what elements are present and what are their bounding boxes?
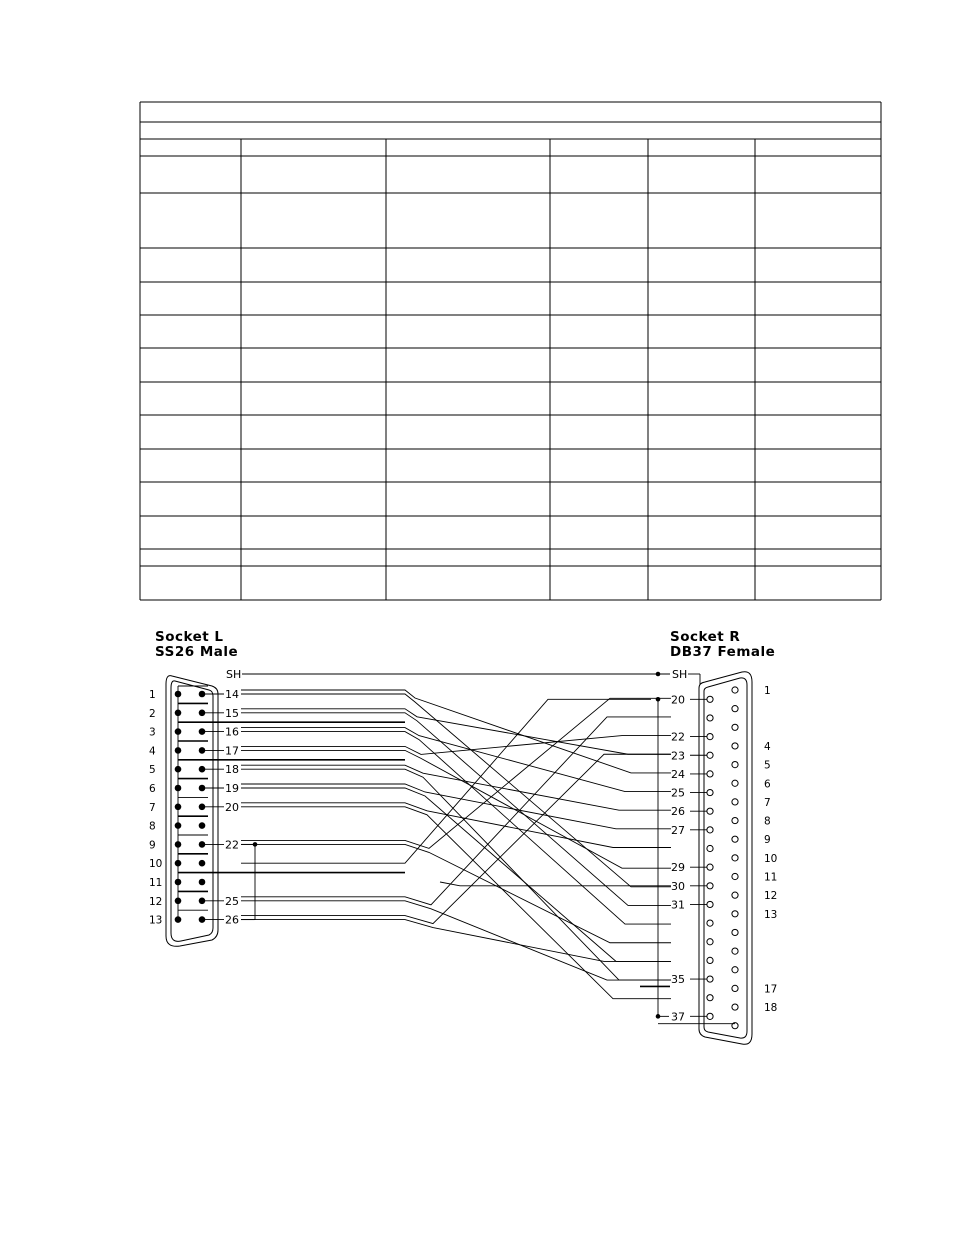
right-pin-inner: [707, 789, 713, 795]
left-pin-label: 17: [225, 744, 239, 758]
right-pin-inner: [707, 771, 713, 777]
left-pin-number: 5: [149, 764, 156, 777]
right-pin-inner: [707, 957, 713, 963]
right-pin-label: 31: [671, 898, 685, 912]
right-pin-label: 35: [671, 973, 685, 987]
right-pin-outer: [732, 967, 738, 973]
signal-wire: [241, 901, 671, 980]
left-pin-number: 10: [149, 858, 163, 871]
right-pin-number: 13: [764, 908, 778, 921]
right-connector-shell-inner: [704, 678, 747, 1038]
left-pin-number: 9: [149, 839, 156, 852]
right-pin-label: 24: [671, 767, 685, 781]
right-pin-label: 27: [671, 823, 685, 837]
right-pin-number: 1: [764, 685, 771, 697]
left-pin-number: 12: [149, 895, 163, 908]
right-connector-shell-outer: [699, 672, 752, 1045]
right-pin-outer: [732, 687, 738, 693]
right-pin-number: 5: [764, 759, 771, 772]
right-pin-label: 25: [671, 786, 685, 800]
signal-wire: [241, 844, 671, 942]
right-pin-inner: [707, 939, 713, 945]
socket-l-subtitle: SS26 Male: [155, 644, 239, 660]
right-pin-number: 17: [764, 983, 778, 996]
left-connector-shell-outer: [166, 676, 218, 947]
right-pin-outer: [732, 706, 738, 712]
right-pin-number: 9: [764, 834, 771, 847]
left-pin-label: 18: [225, 763, 239, 777]
right-pin-number: 11: [764, 871, 778, 884]
left-pin-number: 8: [149, 820, 156, 833]
right-pin-outer: [732, 929, 738, 935]
right-pin-number: 12: [764, 890, 778, 903]
right-pin-number: 7: [764, 796, 771, 809]
left-pin-number: 7: [149, 801, 156, 814]
right-pin-label: 23: [671, 749, 685, 763]
left-pin-label: 15: [225, 706, 239, 720]
left-pin-label: 16: [225, 725, 239, 739]
right-pin-number: 18: [764, 1002, 778, 1015]
right-pin-inner: [707, 901, 713, 907]
right-pin-label: 29: [671, 861, 685, 875]
left-pin-number: 2: [149, 707, 156, 720]
left-pin-label: 19: [225, 782, 239, 795]
right-pin-outer: [732, 817, 738, 823]
signal-wire: [241, 713, 671, 906]
signal-wire: [241, 807, 671, 999]
left-pin-contact-inner: [199, 860, 206, 867]
db37-female-connector: [640, 668, 777, 1044]
right-pin-number: 4: [764, 740, 771, 753]
right-pin-inner: [707, 995, 713, 1001]
right-ground-node: [656, 697, 661, 702]
right-pin-inner: [707, 734, 713, 740]
right-pin-outer: [732, 762, 738, 768]
right-pin-inner: [707, 976, 713, 982]
right-pin-outer: [732, 985, 738, 991]
left-pin-label: 25: [225, 894, 239, 908]
signal-wire: [241, 769, 671, 980]
left-pin-number: 6: [149, 783, 156, 795]
left-pin-label: 22: [225, 838, 239, 852]
right-pin-inner: [707, 883, 713, 889]
right-pin-label: 20: [671, 693, 685, 707]
left-pin-label: 26: [225, 913, 239, 927]
left-shield-label: SH: [226, 668, 242, 681]
right-pin-outer: [732, 799, 738, 805]
right-pin-inner: [707, 1013, 713, 1019]
right-pin-label: 22: [671, 730, 685, 744]
right-pin-inner: [707, 845, 713, 851]
socket-r-subtitle: DB37 Female: [670, 644, 776, 660]
left-pin-number: 1: [149, 689, 156, 701]
right-pin-outer: [732, 780, 738, 786]
right-pin-inner: [707, 864, 713, 870]
right-pin-inner: [707, 808, 713, 814]
right-pin-inner: [707, 827, 713, 833]
left-pin-number: 11: [149, 877, 163, 889]
right-pin-outer: [732, 836, 738, 842]
left-pin-number: 13: [149, 914, 163, 927]
right-pin-outer: [732, 911, 738, 917]
left-pin-contact-inner: [199, 879, 206, 886]
left-pin-contact-inner: [199, 822, 206, 829]
signal-wire: [241, 788, 671, 961]
right-pin-outer: [732, 724, 738, 730]
right-pin-inner: [707, 715, 713, 721]
signal-wire: [241, 736, 671, 755]
right-pin-inner: [707, 696, 713, 702]
right-pin-inner: [707, 752, 713, 758]
right-pin-outer: [732, 743, 738, 749]
left-pin-label: 20: [225, 800, 239, 814]
right-pin-number: 10: [764, 852, 778, 865]
signal-wire: [241, 750, 671, 868]
cable-wires: [178, 674, 671, 999]
right-pin-outer: [732, 892, 738, 898]
signal-wire: [241, 698, 671, 848]
right-pin-outer: [732, 948, 738, 954]
right-pin-outer: [732, 1004, 738, 1010]
right-pin-number: 8: [764, 815, 771, 828]
right-pin-inner: [707, 920, 713, 926]
left-pin-number: 4: [149, 745, 156, 758]
right-pin-outer: [732, 873, 738, 879]
right-pin-outer: [732, 855, 738, 861]
right-shield-label: SH: [672, 668, 688, 681]
left-pin-label: 14: [225, 688, 239, 701]
right-pin-label: 26: [671, 805, 685, 819]
left-pin-number: 3: [149, 726, 156, 739]
right-pin-number: 6: [764, 778, 771, 791]
socket-l-title: Socket L: [155, 629, 224, 645]
right-pin-label: 30: [671, 879, 685, 893]
right-pin-label: 37: [671, 1010, 685, 1024]
socket-r-title: Socket R: [670, 629, 741, 645]
signal-wire: [241, 699, 651, 863]
